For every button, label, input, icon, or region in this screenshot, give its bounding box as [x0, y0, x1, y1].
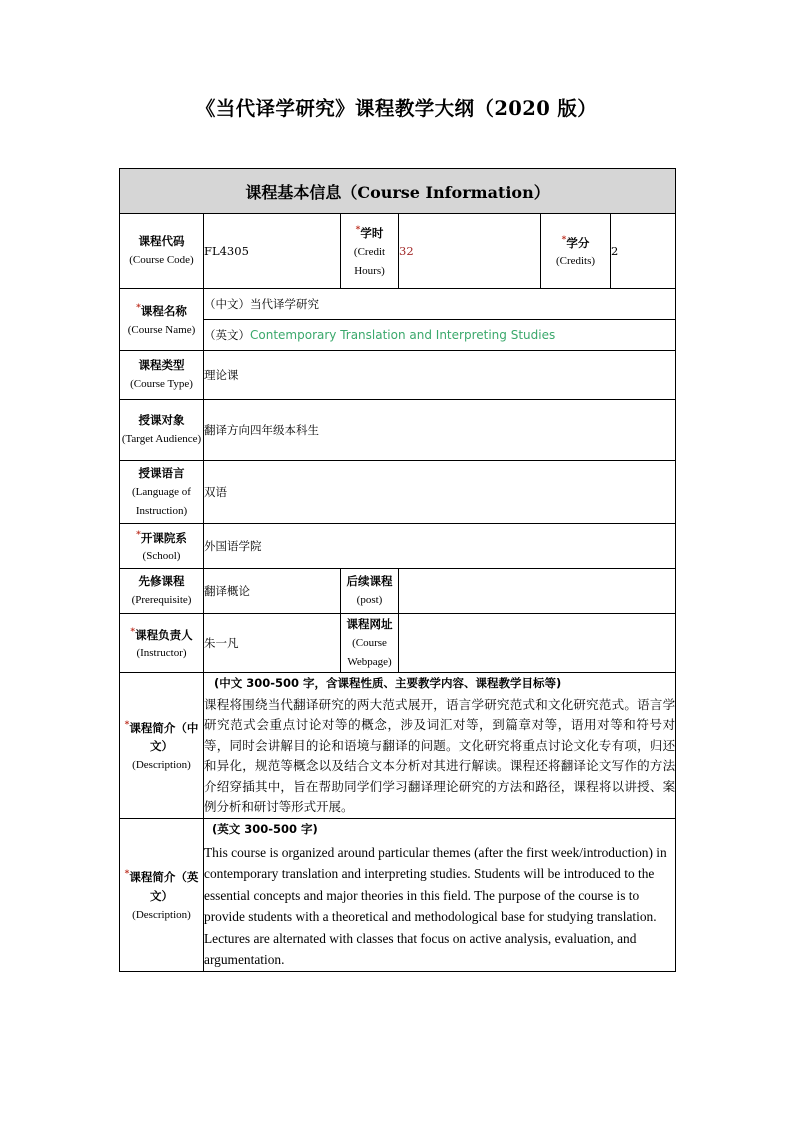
label-credits-zh: 学分: [566, 235, 590, 250]
description-cn-body: 课程将围绕当代翻译研究的两大范式展开，语言学研究范式和文化研究范式。语言学研究范式会重点讨论对等的概念，涉及词汇对等，到篇章对等，语用对等和符号对等，同时会讲解目的论和语境与翻译的问题。文化研究将重点讨论文化专有项，归还和异化，规范等概念以及结合文本分析对其进行解读。课程还将翻译论文写作的方法介绍穿插其中，旨在帮助同学们学习翻译理论研究的方法和路径，课程将以讲授、案例分析和研讨等形式开展。: [204, 696, 676, 815]
required-star-icon: *: [561, 234, 567, 245]
value-credit-hours[interactable]: 32: [399, 214, 541, 289]
label-description-en-en: (Description): [132, 908, 191, 921]
value-course-code[interactable]: FL4305: [204, 214, 341, 289]
value-description-en[interactable]: [204, 819, 676, 972]
required-star-icon: *: [355, 225, 361, 236]
label-course-webpage-en: (Course Webpage): [347, 636, 392, 668]
label-instructor-en: (Instructor): [136, 647, 187, 660]
label-school-en: (School): [142, 550, 181, 563]
label-language: [120, 461, 204, 524]
label-school-zh: 开课院系: [140, 530, 187, 545]
label-credits: [541, 214, 611, 289]
label-instructor: [120, 614, 204, 673]
label-instructor-zh: 课程负责人: [135, 627, 193, 642]
label-course-webpage: [341, 614, 399, 673]
table-row-course-code: [120, 214, 676, 289]
label-description-cn-zh: 课程简介（中文）: [129, 720, 199, 754]
label-prerequisite: [120, 569, 204, 614]
value-prerequisite[interactable]: 翻译概论: [204, 569, 341, 614]
required-star-icon: *: [136, 529, 141, 540]
course-name-cn-prefix: （中文）: [204, 296, 250, 311]
table-row-prerequisite: [120, 569, 676, 614]
description-en-note: (英文 300-500 字): [212, 822, 318, 837]
value-course-type[interactable]: 理论课: [204, 351, 676, 400]
label-target-audience-zh: 授课对象: [138, 413, 185, 427]
label-school: [120, 524, 204, 569]
table-row-course-name-cn: [120, 289, 676, 320]
value-course-name-cn-cell[interactable]: [204, 289, 676, 320]
label-course-code-en: (Course Code): [129, 254, 194, 266]
course-information-table: [119, 168, 676, 972]
value-description-cn[interactable]: [204, 673, 676, 819]
course-name-en-prefix: （英文）: [204, 327, 250, 342]
label-description-en-zh: 课程简介（英文）: [129, 869, 199, 903]
value-course-webpage[interactable]: [399, 614, 676, 673]
table-row-instructor: [120, 614, 676, 673]
label-credit-hours-zh: 学时: [360, 225, 384, 240]
label-post-course-en: (post): [356, 594, 383, 606]
label-post-course: [341, 569, 399, 614]
label-post-course-zh: 后续课程: [346, 574, 393, 588]
course-name-cn-value: 当代译学研究: [250, 296, 319, 311]
table-header-row: [120, 169, 676, 214]
required-star-icon: *: [130, 626, 136, 637]
course-name-en-value: Contemporary Translation and Interpreting Studies: [250, 327, 556, 342]
table-row-description-cn: [120, 673, 676, 819]
label-target-audience-en: (Target Audience): [121, 433, 202, 445]
value-target-audience[interactable]: 翻译方向四年级本科生: [204, 400, 676, 461]
value-credits[interactable]: 2: [611, 214, 676, 289]
description-cn-note: (中文 300-500 字，含课程性质、主要教学内容、课程教学目标等): [214, 676, 562, 690]
label-language-en: (Language of Instruction): [132, 485, 191, 517]
label-prerequisite-zh: 先修课程: [138, 574, 185, 588]
label-credits-en: (Credits): [555, 255, 596, 268]
value-language[interactable]: 双语: [204, 461, 676, 524]
label-description-cn: [120, 673, 204, 819]
label-course-name-zh: 课程名称: [140, 303, 187, 318]
value-post-course[interactable]: [399, 569, 676, 614]
label-description-en: [120, 819, 204, 972]
required-star-icon: *: [124, 868, 130, 879]
value-instructor[interactable]: 朱一凡: [204, 614, 341, 673]
label-prerequisite-en: (Prerequisite): [131, 594, 192, 606]
value-course-name-en-cell[interactable]: [204, 320, 676, 351]
label-course-code: [120, 214, 204, 289]
label-course-name-en: (Course Name): [127, 323, 196, 336]
table-row-target-audience: [120, 400, 676, 461]
label-target-audience: [120, 400, 204, 461]
table-row-description-en: [120, 819, 676, 972]
table-row-course-name-en: [120, 320, 676, 351]
table-row-school: [120, 524, 676, 569]
page-title: 《当代译学研究》课程教学大纲（2020 版）: [195, 97, 598, 120]
table-row-course-type: [120, 351, 676, 400]
label-credit-hours-en: (Credit Hours): [353, 245, 386, 277]
label-course-type-en: (Course Type): [130, 378, 193, 390]
label-description-cn-en: (Description): [132, 759, 191, 772]
value-school[interactable]: 外国语学院: [204, 524, 676, 569]
label-course-type: [120, 351, 204, 400]
label-course-type-zh: 课程类型: [138, 358, 185, 372]
label-course-code-zh: 课程代码: [138, 234, 185, 248]
table-row-language: [120, 461, 676, 524]
table-header-title: 课程基本信息（Course Information）: [120, 169, 676, 214]
description-en-body: This course is organized around particular themes (after the first week/introduction) in contemporary translation and interpreting studies. Students will be introduced to the essential concepts and major theories in this field. The purpose of the course is to provide students with a theoretical and methodological base for studying translation. Lectures are alternated with classes that focus on active analysis, evaluation, and argumentation.: [204, 844, 667, 968]
label-language-zh: 授课语言: [138, 465, 185, 480]
required-star-icon: *: [124, 719, 130, 730]
label-course-name: [120, 289, 204, 351]
required-star-icon: *: [136, 303, 141, 314]
label-course-webpage-zh: 课程网址: [346, 616, 393, 631]
label-credit-hours: [341, 214, 399, 289]
